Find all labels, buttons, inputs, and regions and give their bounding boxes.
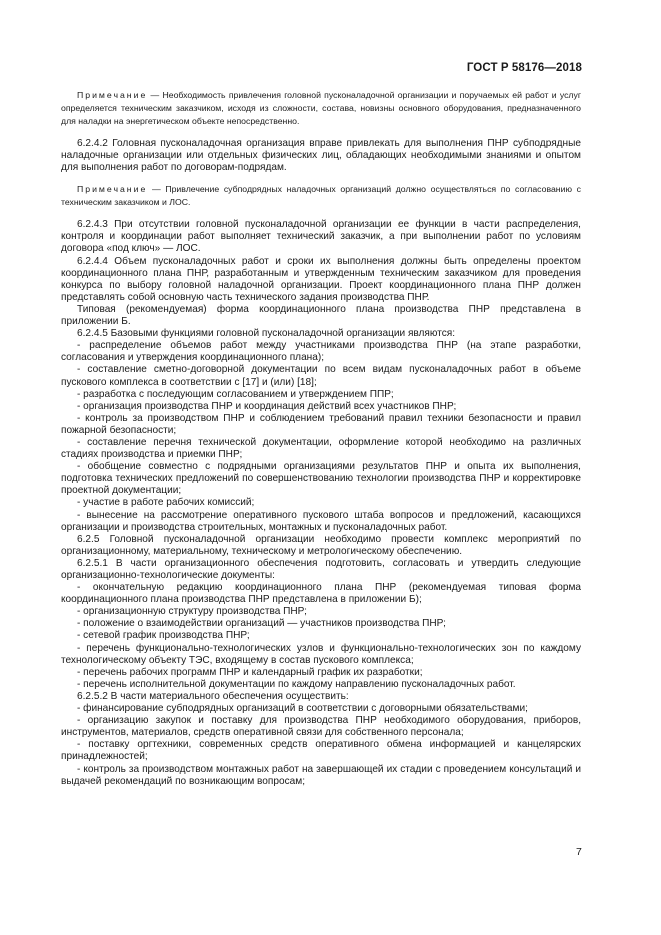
list-item: - организационную структуру производства ПНР; [77, 606, 307, 618]
note-text: — Привлечение субподрядных наладочных организаций должно осуществляться по согласованию с техническим заказчиком и ЛОС. [61, 184, 581, 208]
list-item: - контроль за производством монтажных работ на завершающей их стадии с проведением консультаций и выдачей рекомендаций по возникающим вопросам; [61, 763, 581, 787]
list-item: - организацию закупок и поставку для производства ПНР необходимого оборудования, приборов, инструментов, материалов, средств оперативной связи для собственного персонала; [61, 715, 581, 739]
list-item: - составление сметно-договорной документации по всем видам пусконаладочных работ в объеме пускового комплекса в соответствии с [17] и (или) [18]; [61, 364, 581, 388]
paragraph: 6.2.4.3 При отсутствии головной пусконаладочной организации ее функции в части распределения, контроля и координации работ выполняет технический заказчик, а при выполнении работ по условиям договора «под ключ» — ЛОС. [61, 219, 581, 255]
paragraph: 6.2.5.1 В части организационного обеспечения подготовить, согласовать и утвердить следующие организационно-технологические документы: [61, 557, 581, 581]
list-item: - составление перечня технической документации, оформление которой необходимо на различных стадиях производства и приемки ПНР; [61, 436, 581, 461]
list-item: - участие в работе рабочих комиссий; [77, 497, 255, 509]
list-item: - вынесение на рассмотрение оперативного пускового штаба вопросов и предложений, касающихся организации и производства строительных, монтажных и пусконаладочных работ. [61, 509, 581, 533]
page-content [61, 89, 581, 788]
note-label: Примечание [77, 90, 148, 100]
list-item: - финансирование субподрядных организаций в соответствии с договорными обязательствами; [77, 703, 528, 715]
list-item: - организация производства ПНР и координация действий всех участников ПНР; [77, 400, 457, 412]
list-item: - контроль за производством ПНР и соблюдением требований правил техники безопасности и правил пожарной безопасности; [61, 412, 581, 436]
paragraph: 6.2.4.4 Объем пусконаладочных работ и сроки их выполнения должны быть определены проектом координационного плана ПНР, разработанным и утвержденным техническим заказчиком для проведения конкурса по выбору головной наладочной организации. Проект координационного плана ПНР должен представлять собой основную часть технического задания производства ПНР. [61, 255, 581, 303]
note-text: — Необходимость привлечения головной пусконаладочной организации и поручаемых ей работ и услуг определяется техническим заказчиком, исходя из сложности, состава, новизны основного оборудования, предназначенного для наладки на энергетическом объекте непосредственно. [61, 90, 581, 126]
list-item: - перечень исполнительной документации по каждому направлению пусконаладочных работ. [77, 678, 516, 690]
list-item: - перечень рабочих программ ПНР и календарный график их разработки; [77, 666, 423, 678]
paragraph: 6.2.4.5 Базовыми функциями головной пусконаладочной организации являются: [77, 328, 456, 340]
note-label: Примечание [77, 184, 148, 195]
list-item: - перечень функционально-технологических узлов и функционально-технологических зон по каждому технологическому объекту ТЭС, входящему в состав пускового комплекса; [61, 642, 581, 666]
paragraph: 6.2.5 Головной пусконаладочной организации необходимо провести комплекс мероприятий по организационному, материальному, техническому и метрологическому обеспечению. [61, 533, 581, 557]
list-item: - разработка с последующим согласованием и утверждением ППР; [77, 388, 394, 400]
paragraph: 6.2.5.2 В части материального обеспечения осуществить: [77, 690, 349, 702]
list-item: - сетевой график производства ПНР; [77, 630, 250, 642]
note [61, 89, 581, 128]
list-item: - положение о взаимодействии организаций — участников производства ПНР; [77, 618, 446, 630]
list-item: - окончательную редакцию координационного плана ПНР (рекомендуемая типовая форма координационного плана производства ПНР представлена в приложении Б); [61, 582, 581, 606]
list-item: - поставку оргтехники, современных средств оперативного обмена информацией и канцелярских принадлежностей; [61, 739, 581, 763]
paragraph: Типовая (рекомендуемая) форма координационного плана производства ПНР представлена в приложении Б. [61, 303, 581, 328]
list-item: - обобщение совместно с подрядными организациями результатов ПНР и опыта их выполнения, подготовка технических предложений по совершенствованию технологии производства ПНР и корректировке проектной документации; [61, 461, 581, 497]
paragraph: 6.2.4.2 Головная пусконаладочная организация вправе привлекать для выполнения ПНР субподрядные наладочные организации или отдельных физических лиц, обладающих необходимыми знаниями и опытом для выполнения работ по договорам-подрядам. [61, 138, 581, 174]
document-header: ГОСТ Р 58176—2018 [466, 62, 582, 74]
note [61, 183, 581, 209]
page-number: 7 [576, 846, 582, 858]
list-item: - распределение объемов работ между участниками производства ПНР (на этапе разработки, согласования и утверждения координационного плана); [61, 340, 581, 364]
